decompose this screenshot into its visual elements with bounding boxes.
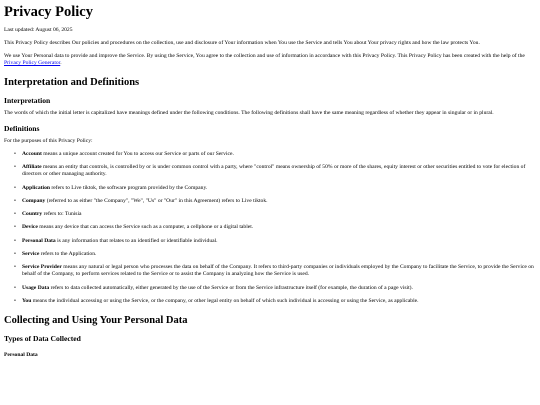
subheading-types-of-data: Types of Data Collected: [4, 333, 81, 343]
last-updated: Last updated: August 06, 2025: [4, 27, 73, 33]
definition-item: [14, 151, 536, 158]
definition-text: means an entity that controls, is controlled by or is under common control with a party, where "control" means ownership of 50% or more of the shares, equity interest or other securities entitled to vote for election of directors or other managing authority.: [22, 164, 526, 178]
bullet-icon: •: [14, 284, 16, 291]
definition-text: refers to the Application.: [39, 251, 97, 258]
intro-paragraph: This Privacy Policy describes Our policies and procedures on the collection, use and disclosure of Your information when You use the Service and tells You about Your privacy rights and how the law protects You.: [4, 40, 480, 46]
intro-paragraph-generator: [4, 53, 536, 67]
bullet-icon: •: [14, 211, 16, 218]
definition-term: You: [22, 297, 32, 304]
definition-item: [14, 164, 536, 178]
bullet-icon: •: [14, 184, 16, 191]
definition-text: (referred to as either "the Company", "We", "Us" or "Our" in this Agreement) refers to Live tiktok.: [45, 197, 268, 204]
definitions-intro: For the purposes of this Privacy Policy:: [4, 138, 93, 144]
intro-text-end: .: [60, 60, 62, 66]
intro-text: We use Your Personal data to provide and improve the Service. By using the Service, You agree to the collection and use of information in accordance with this Privacy Policy. This Privacy Policy has been created with the help of the: [4, 53, 525, 59]
definition-item: [14, 251, 536, 258]
definitions-list: [4, 151, 536, 305]
interpretation-text: The words of which the initial letter is capitalized have meanings defined under the following conditions. The following definitions shall have the same meaning regardless of whether they appear in singular or in plural.: [4, 110, 494, 116]
definition-term: Personal Data: [22, 237, 56, 244]
definition-term: Service Provider: [22, 264, 62, 271]
bullet-icon: •: [14, 151, 16, 157]
bullet-icon: •: [14, 164, 16, 171]
definition-term: Device: [22, 224, 38, 231]
definition-term: Country: [22, 211, 43, 218]
definition-text: means any device that can access the Service such as a computer, a cellphone or a digital tablet.: [37, 224, 254, 231]
definition-item: [14, 237, 536, 245]
definition-item: [14, 264, 536, 278]
definition-text: refers to: Tunisia: [42, 211, 82, 218]
bullet-icon: •: [14, 251, 16, 258]
definition-item: [14, 197, 536, 205]
subheading-interpretation: Interpretation: [4, 96, 51, 105]
section-heading-collecting: Collecting and Using Your Personal Data: [4, 314, 188, 326]
definition-text: means any natural or legal person who processes the data on behalf of the Company. It refers to third-party companies or individuals employed by the Company to facilitate the Service, to provide the Service on behalf of the Company, to perform services related to the Service or to assist the Company in analyzing how the Service is used.: [22, 264, 534, 278]
definition-term: Application: [22, 184, 50, 191]
definition-term: Service: [22, 251, 40, 258]
bullet-icon: •: [14, 237, 16, 244]
definition-item: [14, 297, 536, 305]
bullet-icon: •: [14, 224, 16, 231]
definition-term: Account: [22, 151, 42, 157]
subheading-definitions: Definitions: [4, 124, 40, 133]
definition-text: means the individual accessing or using the Service, or the company, or other legal entity on behalf of which such individual is accessing or using the Service, as applicable.: [31, 297, 419, 304]
bullet-icon: •: [14, 264, 16, 271]
definition-text: means a unique account created for You to access our Service or parts of our Service.: [41, 151, 234, 157]
bullet-icon: •: [14, 297, 16, 304]
subheading-personal-data: Personal Data: [4, 351, 38, 358]
definition-text: is any information that relates to an identified or identifiable individual.: [55, 237, 218, 244]
definition-term: Company: [22, 197, 46, 204]
section-heading-interpretation-definitions: Interpretation and Definitions: [4, 77, 140, 88]
definition-item: [14, 211, 536, 218]
page-title: Privacy Policy: [4, 4, 93, 20]
definition-item: [14, 184, 536, 192]
definition-text: refers to data collected automatically, either generated by the use of the Service or from the Service infrastructure itself (for example, the duration of a page visit).: [49, 284, 413, 291]
bullet-icon: •: [14, 197, 16, 204]
definition-term: Affiliate: [22, 164, 42, 171]
definition-item: [14, 284, 536, 292]
definition-term: Usage Data: [22, 284, 50, 291]
privacy-policy-generator-link[interactable]: Privacy Policy Generator: [4, 60, 61, 66]
definition-text: refers to Live tiktok, the software program provided by the Company.: [49, 184, 208, 191]
definition-item: [14, 224, 536, 231]
